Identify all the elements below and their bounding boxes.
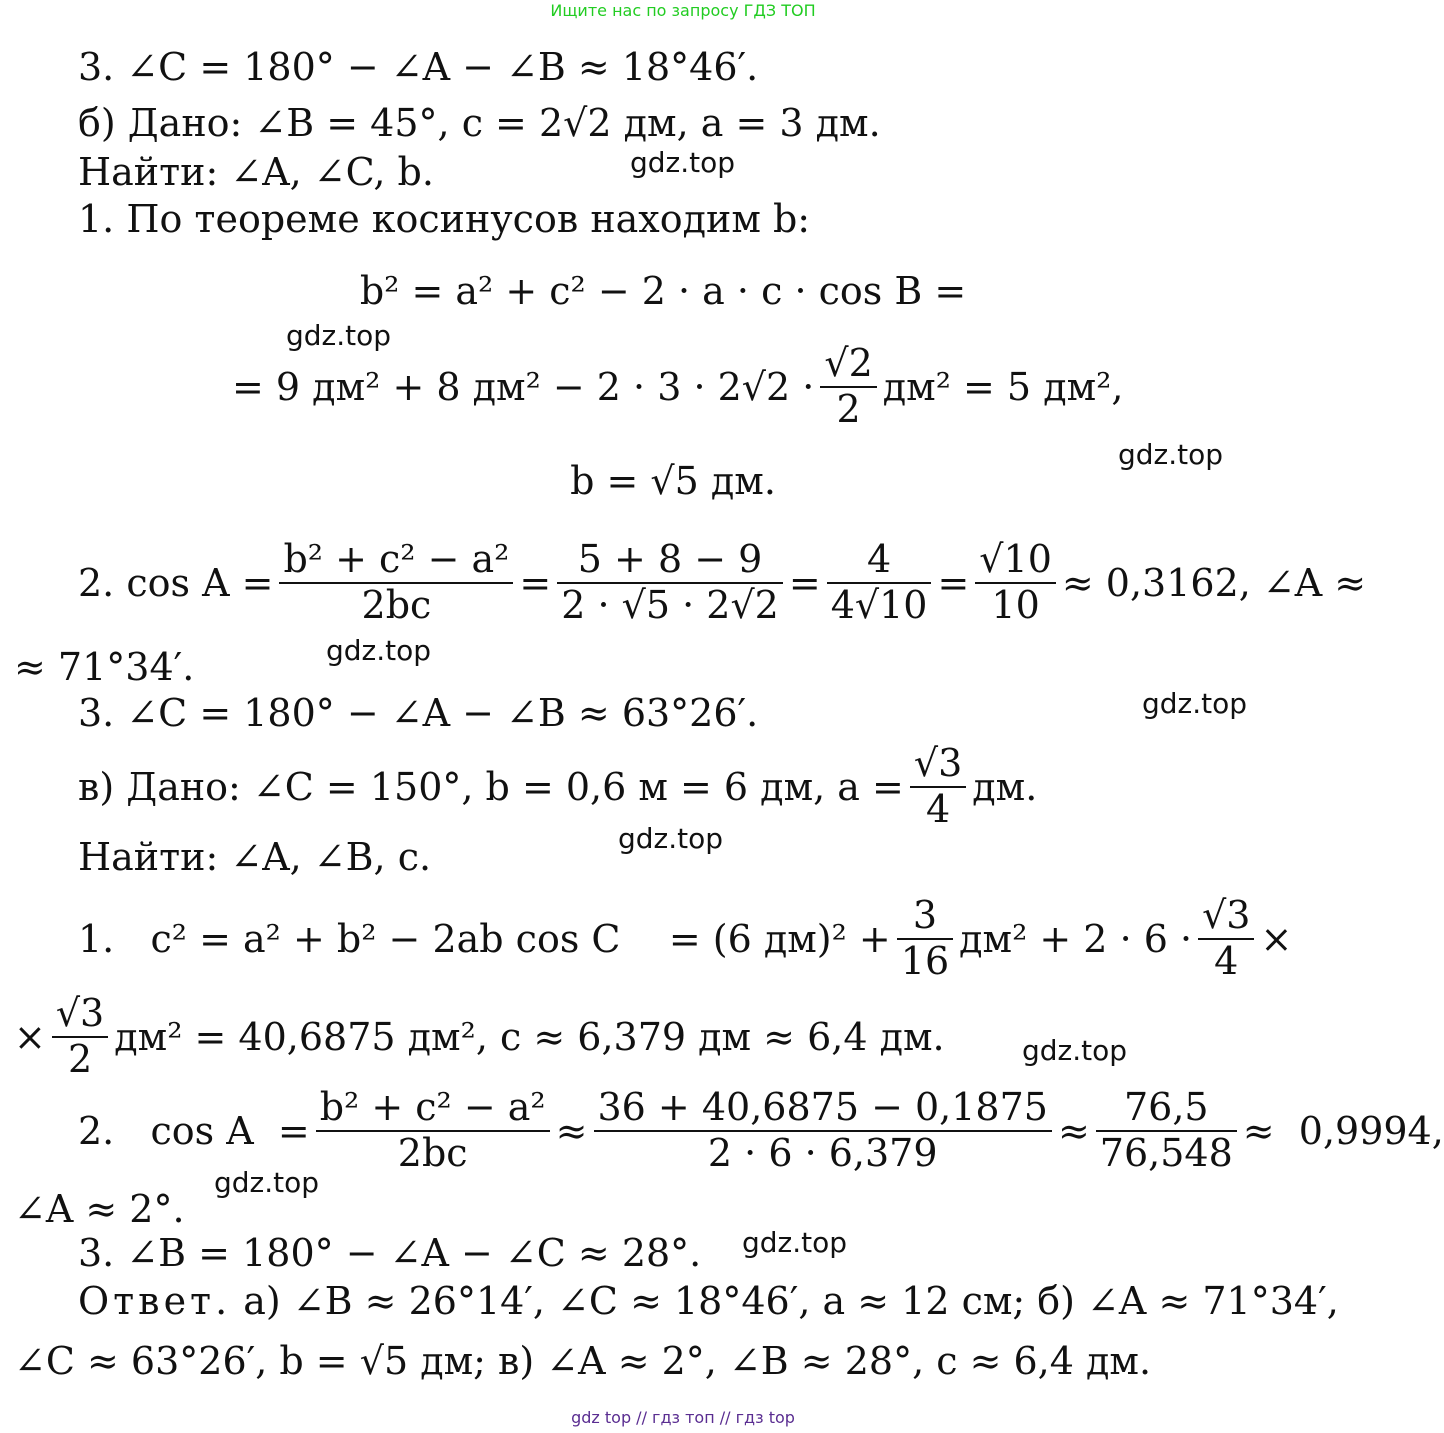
fraction-numerator: 5 + 8 − 9 <box>557 538 783 584</box>
watermark: gdz.top <box>630 146 736 179</box>
watermark: gdz.top <box>742 1226 848 1259</box>
watermark: gdz.top <box>1022 1034 1128 1067</box>
equals-sign: = <box>937 560 970 605</box>
formula-b-squared: b² = a² + c² − 2 · a · c · cos B = <box>359 269 967 313</box>
line-angle-c: 3. ∠C = 180° − ∠A − ∠B ≈ 63°26′. <box>78 691 759 735</box>
line-find-v: Найти: ∠A, ∠B, c. <box>78 835 432 879</box>
fraction-denominator: 16 <box>900 938 950 983</box>
fraction-sqrt3-over-2 <box>52 992 108 1081</box>
banner-text: Ищите нас по запросу ГДЗ ТОП <box>550 1 816 20</box>
fraction-numerator: b² + c² − a² <box>316 1086 550 1132</box>
watermark: gdz.top <box>286 319 392 352</box>
fraction-3-over-16 <box>897 894 953 983</box>
cos-a-result: ≈ 0,3162, ∠A ≈ <box>1061 560 1367 605</box>
cos-a-v-label: 2. cos A = <box>78 1108 310 1153</box>
c-squared-formula <box>78 894 1292 983</box>
watermark: gdz.top <box>618 822 724 855</box>
fraction-numerator: 36 + 40,6875 − 0,1875 <box>594 1086 1052 1132</box>
fraction-numerator: √3 <box>910 742 966 788</box>
c-value-part-b: дм² = 40,6875 дм², c ≈ 6,379 дм ≈ 6,4 дм. <box>114 1014 945 1059</box>
approx-sign: ≈ <box>1057 1108 1090 1153</box>
fraction-numerator: 4 <box>827 538 932 584</box>
fraction-simplified <box>827 538 932 627</box>
cos-a-label: 2. cos A = <box>78 560 274 605</box>
line-2: б) Дано: ∠B = 45°, c = 2√2 дм, a = 3 дм. <box>78 101 881 145</box>
fraction-numerator: √2 <box>820 342 876 388</box>
given-v-part-a: в) Дано: ∠C = 150°, b = 0,6 м = 6 дм, a = <box>78 764 904 809</box>
answer-label: Ответ. <box>78 1279 232 1323</box>
fraction-rationalized <box>975 538 1056 627</box>
line-3: Найти: ∠A, ∠C, b. <box>78 150 434 194</box>
formula-b-part-a: = 9 дм² + 8 дм² − 2 · 3 · 2√2 · <box>232 364 815 409</box>
approx-sign: ≈ <box>555 1108 588 1153</box>
equals-sign: = <box>788 560 821 605</box>
fraction-denominator: 76,548 <box>1099 1130 1233 1175</box>
line-1: 3. ∠C = 180° − ∠A − ∠B ≈ 18°46′. <box>78 45 759 89</box>
equals-sign: = <box>519 560 552 605</box>
fraction-numerator: 76,5 <box>1096 1086 1237 1132</box>
fraction-substituted <box>594 1086 1052 1175</box>
fraction-denominator: 2bc <box>361 582 432 627</box>
watermark: gdz.top <box>1142 687 1248 720</box>
fraction-denominator: 4 <box>1214 938 1239 983</box>
line-angle-a: ≈ 71°34′. <box>14 645 195 689</box>
fraction-numerator: b² + c² − a² <box>279 538 513 584</box>
fraction-denominator: 2bc <box>397 1130 468 1175</box>
fraction-law-of-cosines <box>316 1086 550 1175</box>
given-v <box>78 742 1037 831</box>
fraction-sqrt3-over-4 <box>910 742 966 831</box>
line-angle-a-v: ∠A ≈ 2°. <box>14 1187 185 1231</box>
c-squared-part-c: × <box>1260 916 1293 961</box>
c-value <box>14 992 945 1081</box>
formula-b-value <box>232 342 1123 431</box>
line-angle-b-v: 3. ∠B = 180° − ∠A − ∠C ≈ 28°. <box>78 1231 702 1275</box>
formula-b-part-b: дм² = 5 дм², <box>882 364 1124 409</box>
watermark: gdz.top <box>326 634 432 667</box>
c-squared-part-b: дм² + 2 · 6 · <box>959 916 1193 961</box>
answer-text-1: а) ∠B ≈ 26°14′, ∠C ≈ 18°46′, a ≈ 12 см; б) ∠A ≈ 71°34′, <box>243 1279 1339 1323</box>
fraction-denominator: 2 <box>67 1036 93 1081</box>
given-v-part-b: дм. <box>972 764 1038 809</box>
answer-line-1 <box>78 1279 1339 1323</box>
cos-a-v-formula <box>78 1086 1444 1175</box>
fraction-denominator: 4√10 <box>830 582 928 627</box>
c-value-part-a: × <box>14 1014 46 1059</box>
fraction-law-of-cosines <box>279 538 513 627</box>
fraction-denominator: 2 · √5 · 2√2 <box>561 582 779 627</box>
fraction-denominator: 2 · 6 · 6,379 <box>707 1130 938 1175</box>
result-b: b = √5 дм. <box>570 459 776 503</box>
fraction-numerator: √3 <box>1198 894 1254 940</box>
watermark: gdz.top <box>214 1166 320 1199</box>
fraction-denominator: 4 <box>925 786 951 831</box>
fraction-decimal <box>1096 1086 1237 1175</box>
fraction-numerator: √10 <box>975 538 1056 584</box>
cos-a-formula <box>78 538 1366 627</box>
line-4: 1. По теореме косинусов находим b: <box>78 197 811 241</box>
answer-line-2: ∠C ≈ 63°26′, b = √5 дм; в) ∠A ≈ 2°, ∠B ≈ 28°, c ≈ 6,4 дм. <box>14 1339 1152 1383</box>
fraction-numerator: √3 <box>52 992 108 1038</box>
cos-a-v-result: ≈ 0,9994, <box>1242 1108 1444 1153</box>
fraction-denominator: 10 <box>991 582 1040 627</box>
c-squared-part-a: 1. c² = a² + b² − 2ab cos C = (6 дм)² + <box>78 916 891 961</box>
fraction-denominator: 2 <box>836 386 861 431</box>
footer <box>0 1408 1366 1427</box>
top-banner <box>0 1 1366 20</box>
fraction-substituted <box>557 538 783 627</box>
watermark: gdz.top <box>1118 438 1224 471</box>
fraction-numerator: 3 <box>897 894 953 940</box>
fraction-sqrt3-over-4 <box>1198 894 1254 983</box>
footer-text: gdz top // гдз топ // гдз top <box>571 1408 795 1427</box>
fraction-sqrt2-over-2 <box>820 342 876 431</box>
